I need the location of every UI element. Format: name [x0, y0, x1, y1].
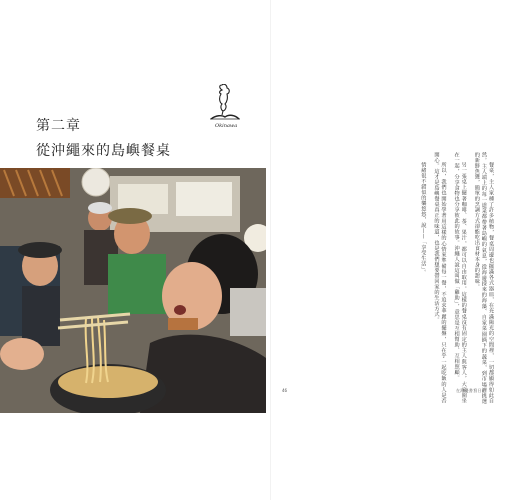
doodle-label: Okinawa	[215, 123, 238, 129]
paragraph: 所以，我們也開始學著用這樣的心情來準備每一餐，不追求華麗的擺盤，只在乎一起吃飯的人是否開心。這才是島嶼餐桌真正的味道，也是我們想要帶回家的生活方式。	[433, 152, 447, 404]
running-head: 在海邊書寫日記	[456, 388, 487, 393]
noodle-party-photo	[0, 168, 266, 413]
paragraph: 餐桌，主人家種了許多植物，餐桌周邊也擺滿各式器皿，在充滿陽光的空間裡，一切都顯得如此自然。主人端上的每一道菜都帶著島嶼的氣息，從海邊採來的海藻、自家菜園摘下的蔬菜，到市場裡挑選的新鮮魚獲，簡單的烹調方式卻能吃出食材本身的甜味。	[473, 152, 494, 404]
paragraph: 另一張桌上擺著咖啡、茶、果汁，都可以自由取用。這樣的餐桌沒有固定的主人與客人，大家圍坐在一起，分享食物也分享彼此的故事。沖繩人說這叫做「雞助」，意思是互相幫助、互相照顧。	[453, 152, 467, 404]
body-text	[294, 152, 494, 404]
page-gutter	[270, 0, 271, 500]
chapter-title: 從沖繩來的島嶼餐桌	[36, 143, 171, 159]
chapter-number: 第二章	[36, 118, 81, 134]
okinawa-doodle-icon	[208, 84, 242, 130]
paragraph: 情緒很不錯似的樂悠悠，說——「享受生活」。	[420, 162, 427, 276]
page-number: 46	[282, 388, 288, 393]
chapter-heading	[36, 115, 171, 160]
